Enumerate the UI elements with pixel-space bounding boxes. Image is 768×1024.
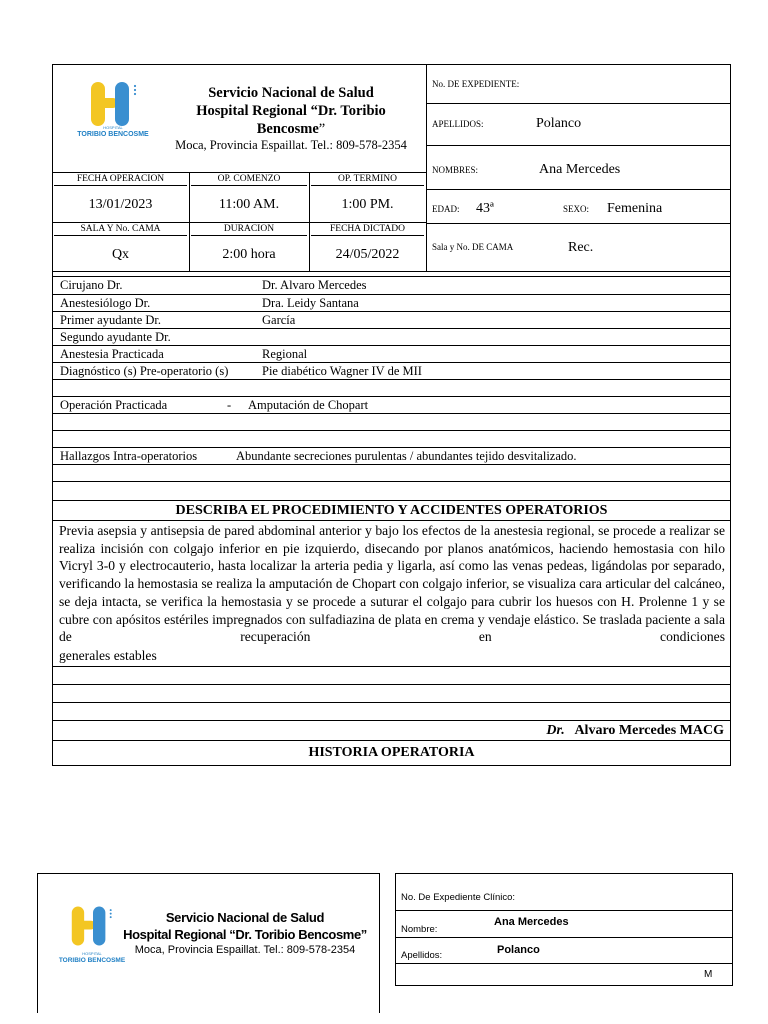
operacion-dash: - <box>227 398 232 412</box>
op-comenzo-value: 11:00 AM. <box>218 197 280 212</box>
hallazgos-value: Abundante secreciones purulentas / abundantes tejido desvitalizado. <box>236 449 577 463</box>
cell-underline <box>311 235 424 236</box>
sexo-value: Femenina <box>607 201 663 216</box>
procedimiento-title: DESCRIBA EL PROCEDIMIENTO Y ACCIDENTES OPERATORIOS <box>175 503 608 518</box>
patient-line <box>426 103 731 104</box>
row-line <box>52 430 731 431</box>
row-line <box>52 684 731 685</box>
signature-name: Alvaro Mercedes MACG <box>574 723 724 738</box>
row-line <box>52 294 731 295</box>
op-termino-label: OP. TERMINO <box>338 174 397 184</box>
header-bottom-line <box>52 172 426 173</box>
apellidos-label: APELLIDOS: <box>432 119 484 129</box>
row-line <box>52 447 731 448</box>
segundo-ayudante-label: Segundo ayudante Dr. <box>60 330 171 344</box>
bottom-m-mark: M <box>704 969 713 980</box>
procedimiento-text: Previa asepsia y antisepsia de pared abdominal anterior y bajo los efectos de la anestesia regional, se procede a realizar se realiza incisión con colgajo inferior en pie izquierdo, disecando por planos anatómicos, haciendo hemostasia con hilo Vicryl 3-0 y electrocauterio, hasta localizar la arteria pedia y ligarla, así como las venas pedeas, ligándolas por separado, verificando la hemostasia se realiza la amputación de Chopart con colgajo inferior, se visualiza cara articular del calcáneo, se deja intacta, se verifica la hemostasia y se procede a suturar el colgajo para cubrir los huesos con H. Prolenne 1 y se cubre con apósitos estériles impregnados con sulfadiazina de plata en crema y vendaje elástico. Se traslada paciente a sala de recuperación en condiciones <box>59 523 725 645</box>
header-line2: Hospital Regional “Dr. Toribio <box>196 103 386 119</box>
diagnostico-value: Pie diabético Wagner IV de MII <box>262 364 422 378</box>
sala-cama-label: SALA Y No. CAMA <box>80 224 161 234</box>
logo-small-text: HOSPITAL <box>103 125 123 130</box>
cell-underline <box>191 185 307 186</box>
row-line <box>52 481 731 482</box>
sala-cama-patient-value: Rec. <box>568 240 594 255</box>
patient-line <box>426 223 731 224</box>
logo-small-text-bottom: HOSPITAL <box>82 951 102 956</box>
hospital-logo-icon <box>89 80 141 128</box>
sexo-label: SEXO: <box>563 204 590 214</box>
diagnostico-label: Diagnóstico (s) Pre-operatorio (s) <box>60 364 229 378</box>
hospital-logo-small-icon <box>70 904 116 948</box>
duracion-label: DURACION <box>223 224 275 234</box>
row-line <box>52 520 731 521</box>
anestesiologo-value: Dra. Leidy Santana <box>262 296 359 310</box>
schedule-col-1 <box>189 172 190 271</box>
row-line <box>52 362 731 363</box>
bottom-card-line <box>395 963 733 964</box>
edad-value: 43ª <box>476 201 494 216</box>
duracion-value: 2:00 hora <box>222 247 276 262</box>
row-line <box>52 345 731 346</box>
schedule-mid-line <box>52 222 426 223</box>
row-line <box>52 328 731 329</box>
fecha-dictado-value: 24/05/2022 <box>335 247 400 262</box>
cell-underline <box>191 235 307 236</box>
header-line4: Moca, Provincia Espaillat. Tel.: 809-578-2354 <box>175 138 407 152</box>
fecha-operacion-label: FECHA OPERACION <box>76 174 165 184</box>
logo-blue-bar <box>115 82 129 126</box>
row-line <box>52 740 731 741</box>
bottom-expediente-label: No. De Expediente Clínico: <box>401 892 516 903</box>
operacion-label: Operación Practicada <box>60 398 168 412</box>
cirujano-value: Dr. Alvaro Mercedes <box>262 278 367 292</box>
bottom-nombre-label: Nombre: <box>401 924 438 935</box>
logo-yellow-bridge <box>99 98 117 108</box>
header-line3 <box>161 122 421 137</box>
header-line1: Servicio Nacional de Salud <box>208 85 374 101</box>
bottom-header-line2: Hospital Regional “Dr. Toribio Bencosme” <box>123 927 367 942</box>
cell-underline <box>54 185 187 186</box>
header-line3-quote: ” <box>318 121 326 137</box>
apellidos-value: Polanco <box>536 116 582 131</box>
signature-prefix: Dr. <box>546 723 565 738</box>
cirujano-label: Cirujano Dr. <box>60 278 123 292</box>
logo-name: TORIBIO BENCOSME <box>77 131 149 138</box>
row-line <box>52 702 731 703</box>
header-divider <box>426 64 427 271</box>
edad-label: EDAD: <box>432 204 460 214</box>
bottom-patient-card <box>395 873 733 986</box>
primer-ayudante-value: García <box>262 313 296 327</box>
row-line <box>52 720 731 721</box>
procedimiento-text-end: generales estables <box>59 648 157 663</box>
historia-operatoria-title: HISTORIA OPERATORIA <box>308 745 475 760</box>
sala-cama-value: Qx <box>111 247 130 262</box>
op-comenzo-label: OP. COMENZO <box>217 174 281 184</box>
anestesiologo-label: Anestesiólogo Dr. <box>60 296 151 310</box>
row-line <box>52 396 731 397</box>
row-line <box>52 311 731 312</box>
anestesia-value: Regional <box>262 347 308 361</box>
op-termino-value: 1:00 PM. <box>341 197 394 212</box>
bottom-apellidos-label: Apellidos: <box>401 950 443 961</box>
bottom-apellidos-value: Polanco <box>497 944 540 956</box>
fecha-operacion-value: 13/01/2023 <box>88 197 153 212</box>
nombres-value: Ana Mercedes <box>539 162 621 177</box>
row-line <box>52 379 731 380</box>
signature <box>546 724 724 738</box>
fecha-dictado-label: FECHA DICTADO <box>330 224 405 234</box>
row-line <box>52 271 731 272</box>
bottom-card-line <box>395 937 733 938</box>
bottom-nombre-value: Ana Mercedes <box>494 916 569 928</box>
row-line <box>52 413 731 414</box>
anestesia-label: Anestesia Practicada <box>60 347 164 361</box>
sala-cama-patient-label: Sala y No. DE CAMA <box>432 242 514 252</box>
row-line <box>52 276 731 277</box>
patient-line <box>426 189 731 190</box>
operacion-value: Amputación de Chopart <box>248 398 369 412</box>
header-line3-main: Bencosme <box>256 121 319 137</box>
patient-line <box>426 145 731 146</box>
row-line <box>52 666 731 667</box>
expediente-label: No. DE EXPEDIENTE: <box>432 79 520 89</box>
nombres-label: NOMBRES: <box>432 165 479 175</box>
bottom-header-line1: Servicio Nacional de Salud <box>165 910 325 925</box>
row-line <box>52 464 731 465</box>
logo-name-bottom: TORIBIO BENCOSME <box>58 957 126 964</box>
bottom-card-line <box>395 910 733 911</box>
hallazgos-label: Hallazgos Intra-operatorios <box>60 449 198 463</box>
row-line <box>52 500 731 501</box>
bottom-header-line3: Moca, Provincia Espaillat. Tel.: 809-578-2354 <box>134 944 356 956</box>
schedule-col-2 <box>309 172 310 271</box>
cell-underline <box>54 235 187 236</box>
primer-ayudante-label: Primer ayudante Dr. <box>60 313 162 327</box>
cell-underline <box>311 185 424 186</box>
